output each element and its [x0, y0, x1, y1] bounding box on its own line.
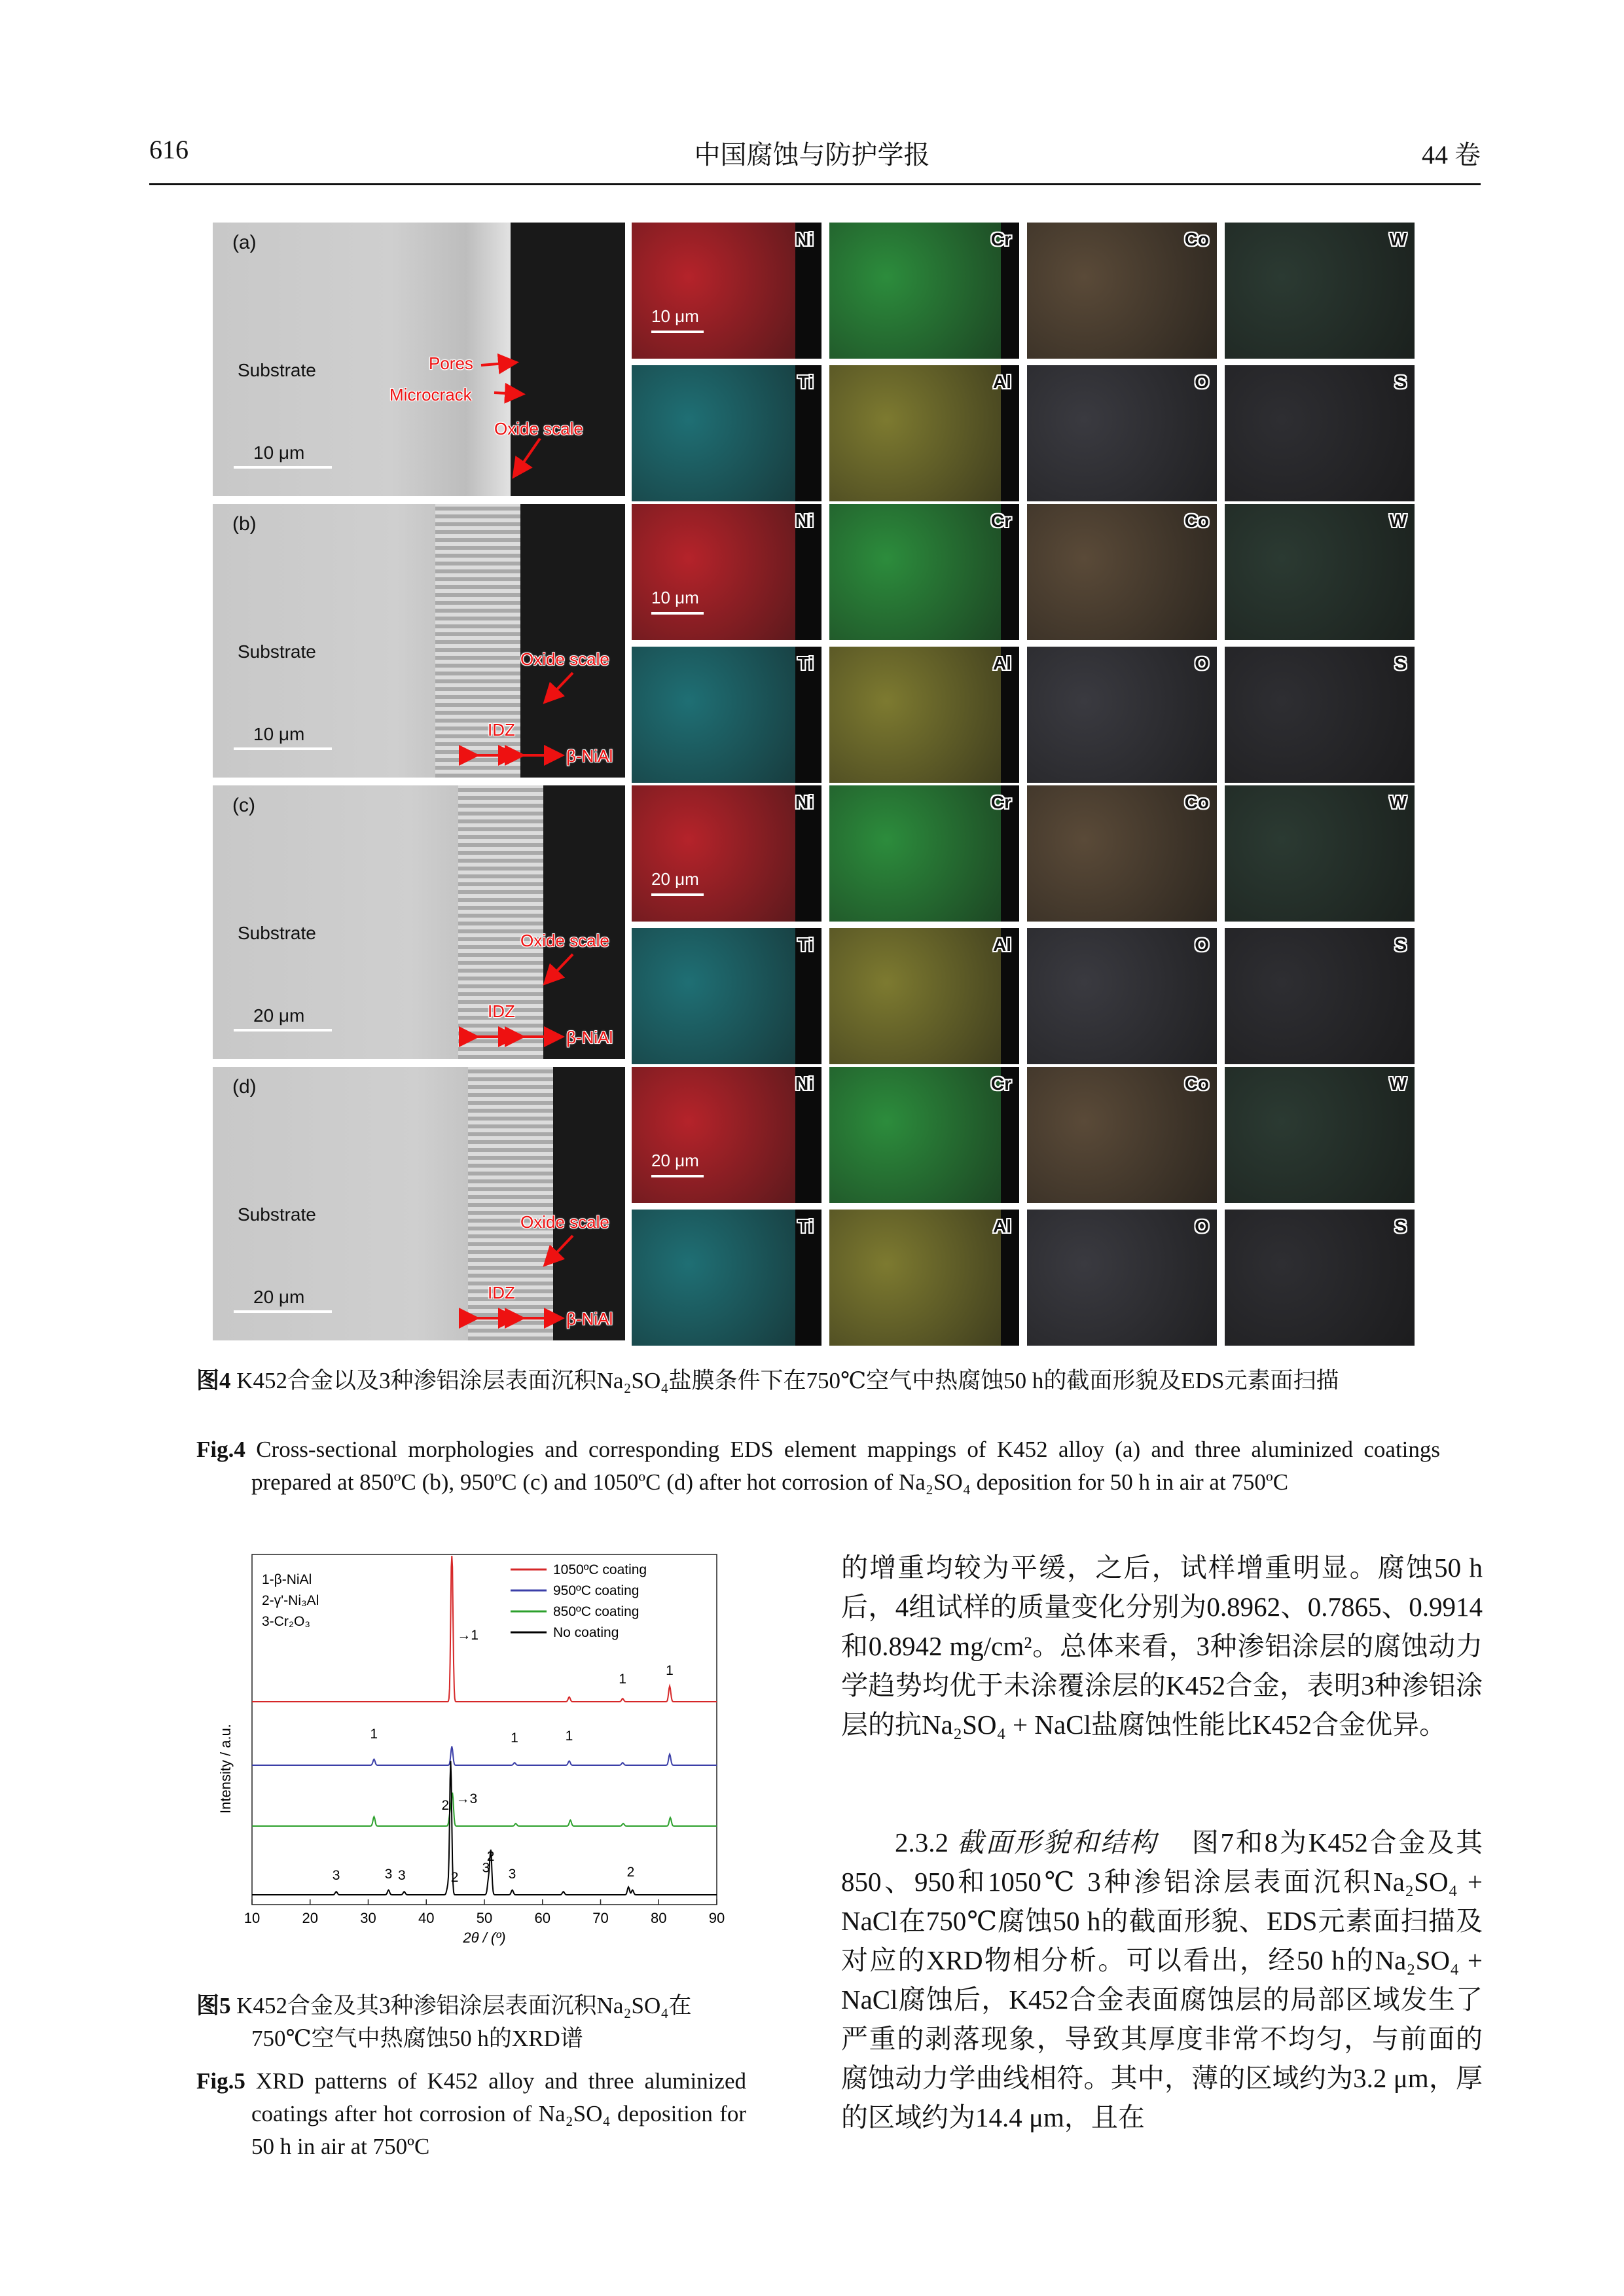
fig5-caption-en-text: XRD patterns of K452 alloy and three aluminized coatings after hot corrosion of Na₂SO₄ deposition for 50 h in air at 750ºC	[251, 2068, 747, 2159]
element-label: W	[1389, 511, 1407, 531]
sem-image-c	[213, 785, 625, 1059]
eds-map-co	[1027, 504, 1217, 640]
element-label: Co	[1184, 229, 1209, 249]
annotation-arrow	[547, 1236, 573, 1263]
annotation-label: Pores	[429, 353, 473, 373]
series-line	[252, 1746, 717, 1765]
element-label: S	[1394, 372, 1407, 392]
annotation-label: Oxide scale	[520, 931, 609, 950]
element-label: O	[1195, 1216, 1209, 1236]
panel-letter: (d)	[232, 1076, 257, 1098]
body-paragraph-2	[841, 1823, 1483, 2137]
annotation-arrow	[481, 363, 514, 365]
scale-bar-label: 20 μm	[253, 1005, 305, 1026]
eds-map-cr	[829, 223, 1019, 359]
eds-map-ti	[632, 928, 821, 1064]
journal-title: 中国腐蚀与防护学报	[694, 140, 930, 170]
element-label: W	[1389, 1073, 1407, 1094]
eds-map-s	[1225, 365, 1415, 501]
body-paragraph-1: 的增重均较为平缓，之后，试样增重明显。腐蚀50 h后，4组试样的质量变化分别为0.8962、0.7865、0.9914和0.8942 mg/cm²。总体来看，3种渗铝涂层的腐蚀动力学趋势均优于未涂覆涂层的K452合金，表明3种渗铝涂层的抗Na₂SO₄ + NaCl盐腐蚀性能比K452合金优异。	[841, 1552, 1483, 1740]
peak-label: 1	[619, 1671, 626, 1687]
element-label: W	[1389, 792, 1407, 812]
eds-scale-label: 10 μm	[651, 588, 699, 607]
eds-map-o	[1027, 365, 1217, 501]
annotation-label: β-NiAl	[566, 746, 613, 766]
scale-bar-label: 20 μm	[253, 1287, 305, 1307]
peak-label: 3	[397, 1867, 406, 1883]
annotation-label: Oxide scale	[520, 1212, 609, 1232]
eds-map-s	[1225, 928, 1415, 1064]
element-label: Co	[1184, 1073, 1209, 1094]
eds-map-al	[829, 647, 1019, 783]
peak-label: →3	[456, 1791, 478, 1806]
sem-image-d	[213, 1067, 625, 1340]
element-label: Ti	[797, 935, 814, 955]
element-label: Cr	[990, 229, 1011, 249]
volume-label: 44 卷	[1422, 140, 1481, 170]
eds-map-s	[1225, 1210, 1415, 1346]
eds-scale-bar	[651, 612, 704, 615]
peak-label: 2	[626, 1865, 635, 1880]
eds-map-o	[1027, 647, 1217, 783]
eds-map-ni	[632, 785, 821, 922]
eds-scale-bar	[651, 893, 704, 896]
element-label: Ti	[797, 1216, 814, 1236]
annotation-label: Oxide scale	[520, 649, 609, 669]
eds-map-co	[1027, 1067, 1217, 1203]
element-label: O	[1195, 935, 1209, 955]
fig5-caption-en-label: Fig.5	[196, 2068, 245, 2094]
peak-label: 1	[370, 1726, 378, 1742]
eds-map-al	[829, 365, 1019, 501]
fig4-caption-en-label: Fig.4	[196, 1437, 245, 1462]
eds-map-al	[829, 928, 1019, 1064]
eds-scale-label: 20 μm	[651, 869, 699, 889]
fig5-caption-cn-label: 图5	[196, 1993, 231, 2018]
substrate-label: Substrate	[238, 641, 316, 662]
peak-label: 3	[508, 1867, 516, 1882]
annotation-arrows	[213, 504, 625, 778]
x-axis-label: 2θ / (º)	[463, 1929, 506, 1946]
phase-legend-entry: 1-β-NiAl	[262, 1572, 312, 1587]
eds-map-w	[1225, 223, 1415, 359]
peak-label: 2	[450, 1870, 459, 1885]
peak-label: 3	[332, 1867, 340, 1883]
legend-entry: 950ºC coating	[553, 1583, 640, 1598]
annotation-label: IDZ	[488, 720, 515, 740]
y-axis-label: Intensity / a.u.	[217, 1724, 234, 1814]
x-tick-label: 20	[302, 1910, 318, 1926]
element-label: Al	[993, 372, 1011, 392]
figure-4	[213, 223, 1417, 1343]
panel-letter: (a)	[232, 232, 257, 253]
legend-entry: 850ºC coating	[553, 1604, 640, 1619]
page-number: 616	[149, 135, 189, 164]
x-tick-label: 60	[534, 1910, 550, 1926]
element-label: S	[1394, 935, 1407, 955]
element-label: Ti	[797, 372, 814, 392]
element-label: Ti	[797, 653, 814, 673]
element-label: S	[1394, 653, 1407, 673]
section-title: 截面形貌和结构	[957, 1827, 1158, 1857]
eds-map-ti	[632, 647, 821, 783]
legend-entry: 1050ºC coating	[553, 1562, 647, 1577]
eds-map-ni	[632, 223, 821, 359]
peak-label: 1	[511, 1731, 518, 1746]
phase-legend-entry: 3-Cr₂O₃	[262, 1614, 310, 1629]
element-label: S	[1394, 1216, 1407, 1236]
section-number: 2.3.2	[895, 1827, 948, 1857]
eds-map-co	[1027, 785, 1217, 922]
legend-entry: No coating	[553, 1625, 619, 1640]
series-line	[252, 1556, 717, 1702]
panel-letter: (b)	[232, 513, 257, 535]
element-label: O	[1195, 372, 1209, 392]
fig4-caption-cn-label: 图4	[196, 1368, 231, 1393]
peak-label: →1	[457, 1628, 478, 1643]
eds-map-s	[1225, 647, 1415, 783]
phase-legend-entry: 2-γ'-Ni₃Al	[262, 1593, 319, 1608]
peak-label: 3	[384, 1867, 393, 1882]
eds-scale-label: 10 μm	[651, 306, 699, 326]
eds-scale-bar	[651, 331, 704, 333]
x-tick-label: 10	[244, 1910, 261, 1926]
x-tick-label: 70	[592, 1910, 609, 1926]
annotation-arrow	[547, 673, 573, 700]
annotation-label: β-NiAl	[566, 1309, 613, 1329]
fig4-caption-cn-text: K452合金以及3种渗铝涂层表面沉积Na₂SO₄盐膜条件下在750℃空气中热腐蚀50 h的截面形貌及EDS元素面扫描	[236, 1368, 1339, 1393]
eds-map-o	[1027, 928, 1217, 1064]
element-label: Al	[993, 935, 1011, 955]
fig4-caption-en	[196, 1433, 1440, 1499]
annotation-label: IDZ	[488, 1283, 515, 1302]
eds-map-ni	[632, 1067, 821, 1203]
annotation-label: IDZ	[488, 1001, 515, 1021]
annotation-arrow	[515, 439, 540, 475]
element-label: Ni	[795, 511, 814, 531]
eds-map-w	[1225, 1067, 1415, 1203]
element-label: O	[1195, 653, 1209, 673]
element-label: Al	[993, 653, 1011, 673]
peak-label: 1	[565, 1729, 573, 1744]
sem-image-b	[213, 504, 625, 778]
annotation-arrows	[213, 223, 625, 496]
plot-frame	[252, 1554, 717, 1905]
element-label: Cr	[990, 1073, 1011, 1094]
substrate-label: Substrate	[238, 1204, 316, 1225]
fig5-caption-en	[196, 2065, 746, 2163]
annotation-arrow	[547, 954, 573, 982]
eds-scale-label: 20 μm	[651, 1151, 699, 1170]
x-tick-label: 80	[651, 1910, 667, 1926]
annotation-arrow	[494, 393, 520, 394]
scale-bar-label: 10 μm	[253, 724, 305, 744]
fig5-caption-cn	[196, 1990, 746, 2055]
element-label: Al	[993, 1216, 1011, 1236]
eds-map-co	[1027, 223, 1217, 359]
fig5-caption-cn-text: K452合金及其3种渗铝涂层表面沉积Na₂SO₄在750℃空气中热腐蚀50 h的XRD谱	[236, 1993, 692, 2051]
element-label: Co	[1184, 792, 1209, 812]
annotation-label: β-NiAl	[566, 1028, 613, 1047]
section-text: 图7和8为K452合金及其850、950和1050℃ 3种渗铝涂层表面沉积Na₂SO₄ + NaCl在750℃腐蚀50 h的截面形貌、EDS元素面扫描及对应的XRD物相分析。可以看出，经50 h的Na₂SO₄ + NaCl腐蚀后，K452合金表面腐蚀层的局部区域发生了严重的剥落现象，导致其厚度非常不均匀，与前面的腐蚀动力学曲线相符。其中，薄的区域约为3.2 μm，厚的区域约为14.4 μm，且在	[841, 1827, 1483, 2132]
eds-map-ti	[632, 365, 821, 501]
x-tick-label: 40	[418, 1910, 435, 1926]
eds-map-cr	[829, 504, 1019, 640]
eds-map-w	[1225, 504, 1415, 640]
eds-map-cr	[829, 1067, 1019, 1203]
peak-label: 3	[482, 1860, 490, 1876]
annotation-label: Oxide scale	[494, 419, 583, 439]
eds-map-al	[829, 1210, 1019, 1346]
peak-label: 2	[486, 1849, 495, 1864]
peak-label: 2	[441, 1798, 450, 1813]
element-label: W	[1389, 229, 1407, 249]
peak-label: 1	[666, 1663, 674, 1678]
annotation-label: Microcrack	[389, 385, 472, 404]
header-rule	[149, 183, 1481, 185]
fig4-caption-cn	[196, 1365, 1440, 1397]
eds-map-o	[1027, 1210, 1217, 1346]
substrate-label: Substrate	[238, 360, 316, 380]
scale-bar-label: 10 μm	[253, 442, 305, 463]
fig5-xrd-chart	[216, 1548, 733, 1980]
eds-map-ni	[632, 504, 821, 640]
eds-map-ti	[632, 1210, 821, 1346]
element-label: Ni	[795, 1073, 814, 1094]
panel-letter: (c)	[232, 795, 255, 816]
x-tick-label: 30	[360, 1910, 376, 1926]
fig4-caption-en-text: Cross-sectional morphologies and corresponding EDS element mappings of K452 alloy (a) and three aluminized coatings prepared at 850ºC (b), 950ºC (c) and 1050ºC (d) after hot corrosion of Na₂SO₄ deposition for 50 h in air at 750ºC	[251, 1437, 1441, 1495]
eds-map-w	[1225, 785, 1415, 922]
element-label: Ni	[795, 792, 814, 812]
element-label: Cr	[990, 511, 1011, 531]
x-tick-label: 90	[708, 1910, 725, 1926]
element-label: Co	[1184, 511, 1209, 531]
annotation-arrows	[213, 785, 625, 1059]
eds-scale-bar	[651, 1175, 704, 1177]
x-tick-label: 50	[476, 1910, 493, 1926]
sem-image-a	[213, 223, 625, 496]
element-label: Cr	[990, 792, 1011, 812]
eds-map-cr	[829, 785, 1019, 922]
series-line	[252, 1793, 717, 1826]
annotation-arrows	[213, 1067, 625, 1340]
substrate-label: Substrate	[238, 923, 316, 943]
element-label: Ni	[795, 229, 814, 249]
